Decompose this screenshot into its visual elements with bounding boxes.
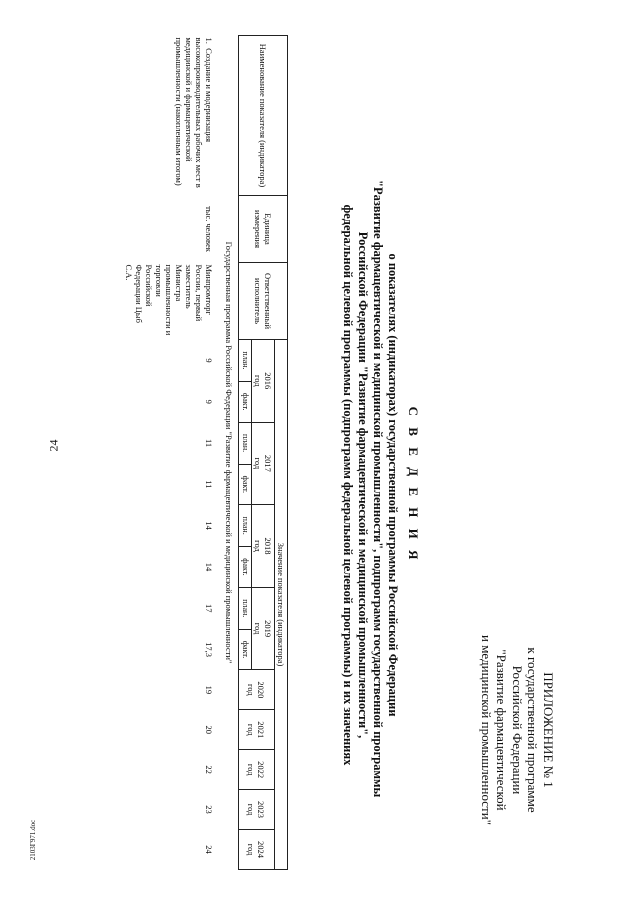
value-cell: 9: [204, 358, 214, 363]
title-line: федеральной целевой программы (подпрограмм федеральной целевой программы) и их значениях: [341, 204, 355, 766]
appendix-number: ПРИЛОЖЕНИЕ № 1: [541, 672, 556, 788]
value-cell: 19: [204, 685, 214, 695]
appendix-line: Российской Федерации: [510, 665, 525, 795]
page-number: 24: [46, 439, 61, 452]
header-responsible: Ответственный исполнитель: [239, 263, 288, 340]
footer-filename: 2103Г971.doc: [29, 819, 37, 861]
header-plan: план.: [239, 587, 252, 629]
section-row: [218, 36, 239, 870]
value-cell: 24: [204, 845, 214, 854]
header-plan: план.: [239, 340, 252, 382]
title-line: о показателях (индикаторах) государственной программы Российской Федерации: [386, 253, 400, 717]
value-cell: 22: [204, 765, 214, 774]
appendix-line: к государственной программе: [525, 647, 541, 813]
value-cell: 11: [204, 438, 214, 448]
value-cell: 9: [204, 399, 214, 404]
document-title: [340, 180, 421, 798]
header-fact: факт.: [239, 464, 252, 505]
header-year: 2019 год: [252, 587, 275, 670]
header-year: 2024 год: [239, 830, 275, 870]
header-year: 2023 год: [239, 790, 275, 830]
indicator-name-text: Создание и модернизация высокопроизводительных рабочих мест в медицинской и фармацевтической промышленности (накопленным итогом): [174, 37, 214, 188]
header-year: 2022 год: [239, 750, 275, 790]
value-cell: 20: [204, 725, 214, 734]
header-fact: факт.: [239, 629, 252, 670]
indicator-responsible: Минпромторг России, первый заместитель Министра промышленности и торговли Российской Федерации Цыб С.А.: [124, 264, 214, 336]
appendix-line: "Развитие фармацевтической: [494, 649, 510, 811]
header-fact: факт.: [239, 381, 252, 422]
header-row: [275, 36, 288, 870]
indicator-unit: тыс. человек: [204, 206, 214, 252]
header-values: Значение показателя (индикатора): [275, 340, 288, 870]
appendix-line: и медицинской промышленности": [479, 635, 494, 825]
header-year: 2017 год: [252, 422, 275, 505]
value-cell: 11: [204, 480, 214, 489]
title-line: Российской Федерации "Развитие фармацевтической и медицинской промышленности",: [356, 231, 370, 739]
header-year: 2016 год: [252, 340, 275, 423]
indicators-table: [123, 35, 288, 870]
header-year: 2021 год: [239, 710, 275, 750]
header-year: 2018 год: [252, 505, 275, 588]
indicator-name: [123, 36, 218, 196]
value-cell: 23: [204, 805, 214, 814]
value-cell: 17: [204, 603, 214, 613]
header-fact: факт.: [239, 547, 252, 588]
value-cell: 14: [204, 521, 214, 530]
appendix-header: [479, 590, 557, 870]
header-plan: план.: [239, 422, 252, 464]
header-name: Наименование показателя (индикатора): [239, 36, 288, 196]
value-cell: 17,3: [204, 642, 214, 657]
section-title: Государственная программа Российской Федерации "Развитие фармацевтической и медицинской промышленности": [224, 241, 234, 664]
row-number: 1.: [204, 37, 214, 44]
table-row: [123, 36, 218, 870]
header-plan: план.: [239, 505, 252, 547]
header-year: 2020 год: [239, 670, 275, 710]
value-cell: 14: [204, 562, 214, 572]
title-main: С В Е Д Е Н И Я: [406, 406, 421, 564]
header-unit: Единица измерения: [239, 196, 288, 263]
title-line: "Развитие фармацевтической и медицинской промышленности", подпрограмм государственной программы: [371, 180, 385, 798]
